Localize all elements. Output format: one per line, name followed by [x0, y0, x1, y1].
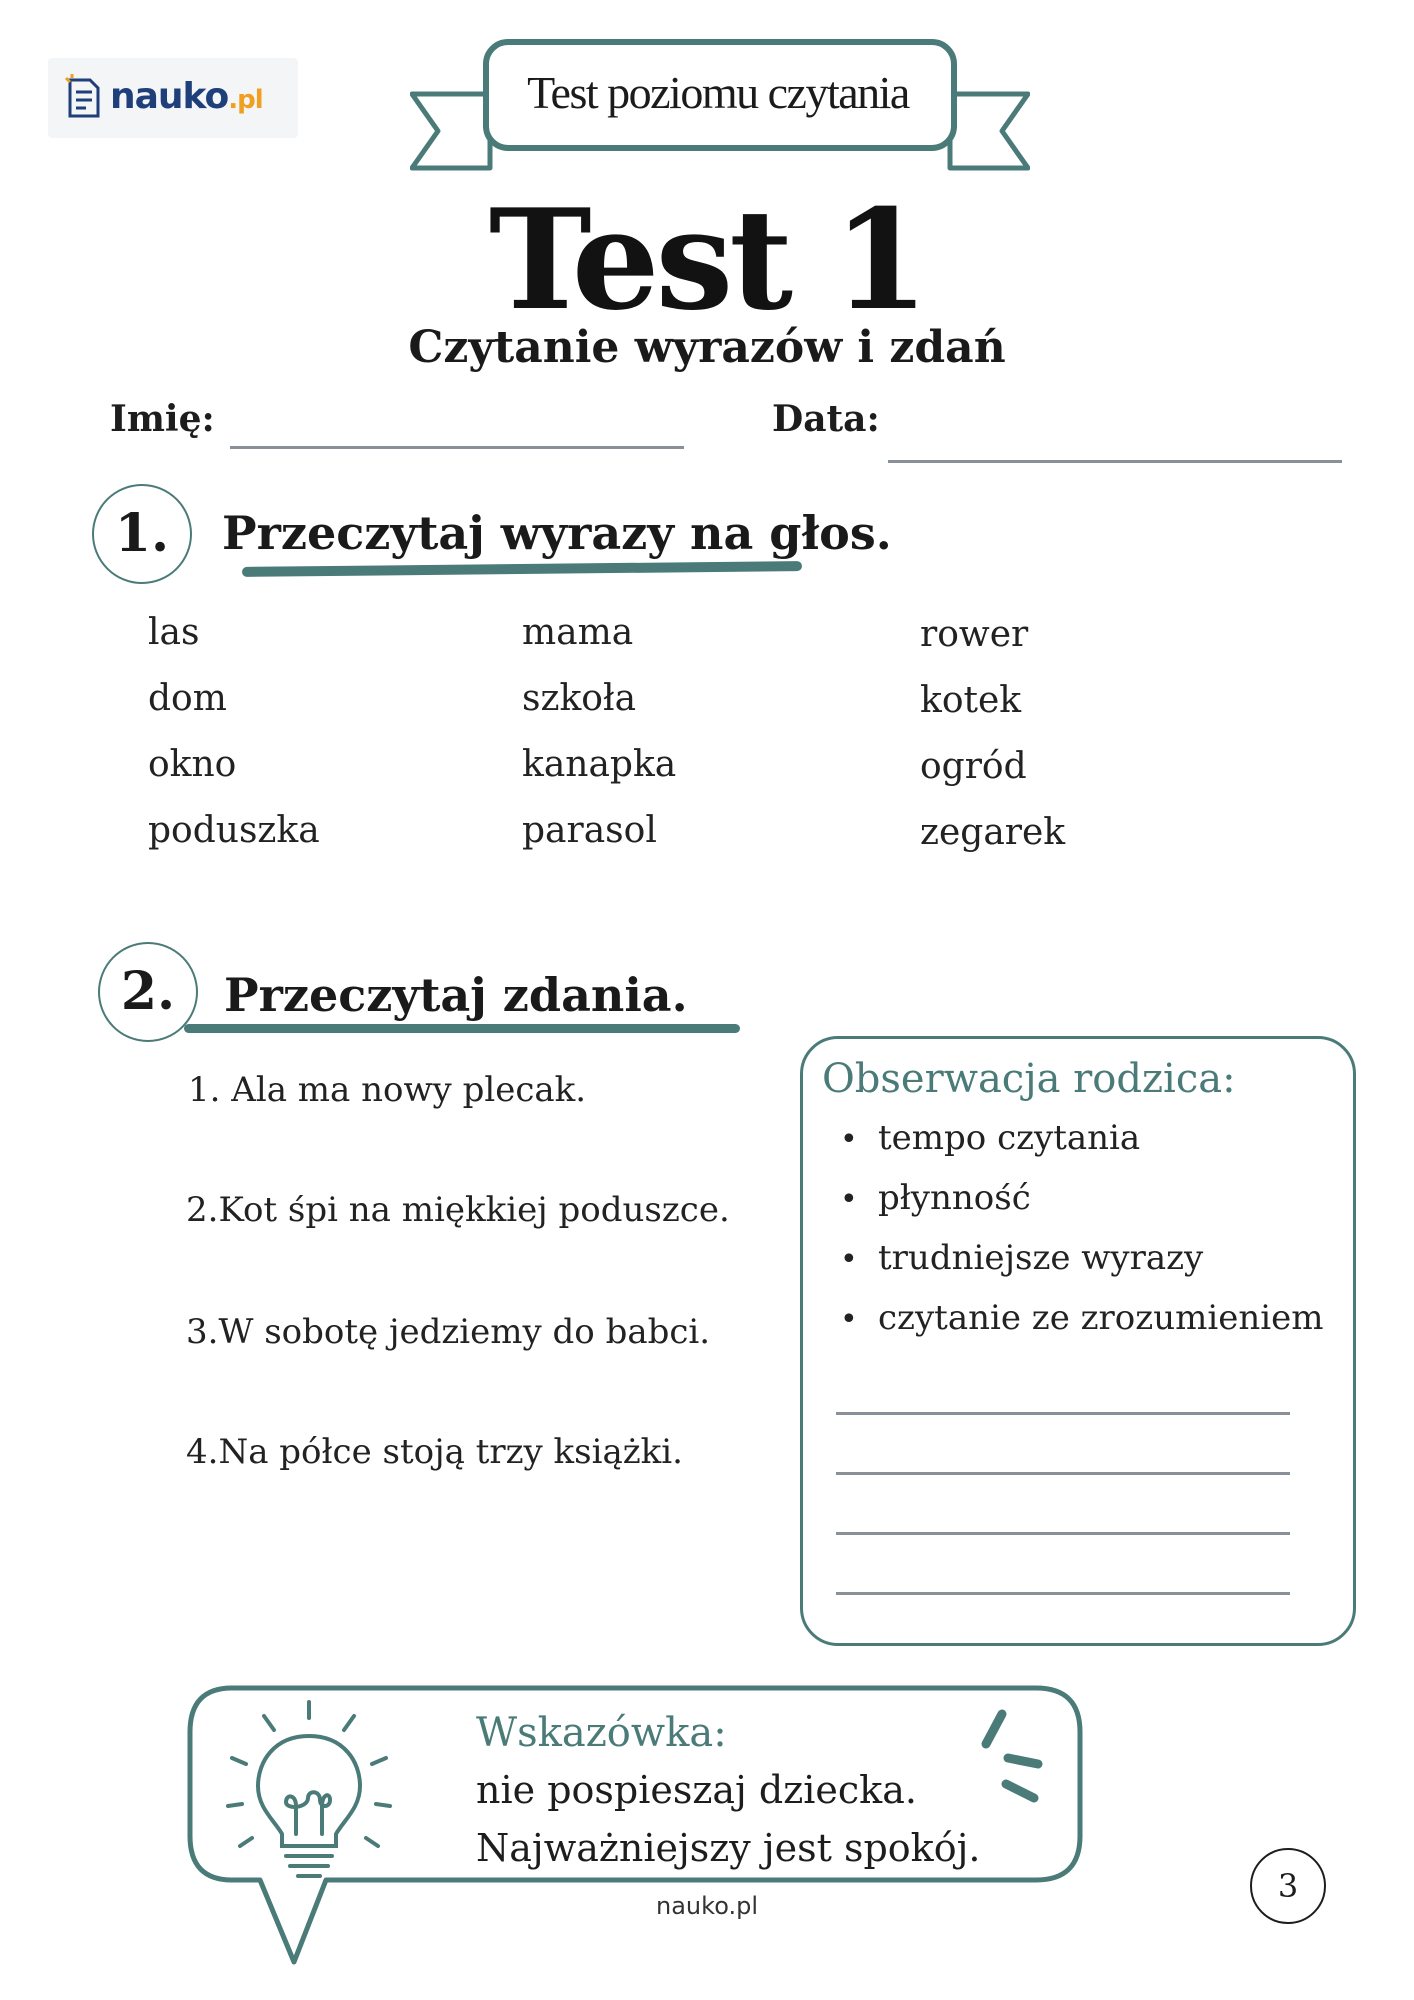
observation-item: • trudniejsze wyrazy [840, 1238, 1204, 1278]
notes-line[interactable] [836, 1532, 1290, 1535]
footer-site: nauko.pl [656, 1892, 758, 1920]
logo [48, 58, 298, 138]
section-1-heading: Przeczytaj wyrazy na głos. [222, 506, 892, 560]
section-2-heading: Przeczytaj zdania. [224, 968, 688, 1022]
word-item: ogród [920, 746, 1027, 787]
observation-item: • czytanie ze zrozumieniem [840, 1298, 1324, 1338]
word-item: kanapka [522, 744, 677, 785]
page-title: Test 1 [488, 178, 926, 341]
tip-title: Wskazówka: [476, 1710, 727, 1756]
name-field[interactable] [230, 446, 684, 449]
word-item: szkoła [522, 678, 637, 719]
notes-line[interactable] [836, 1592, 1290, 1595]
notes-line[interactable] [836, 1472, 1290, 1475]
observation-item: • płynność [840, 1178, 1031, 1218]
observation-title: Obserwacja rodzica: [822, 1056, 1236, 1102]
heading-underline-brush [184, 1024, 740, 1033]
tip-text-line: nie pospieszaj dziecka. [476, 1768, 917, 1812]
tip-text-line: Najważniejszy jest spokój. [476, 1826, 981, 1870]
section-1-number: 1. [92, 484, 192, 584]
word-item: parasol [522, 810, 657, 851]
logo-text: nauko.pl [110, 76, 263, 117]
page-subtitle: Czytanie wyrazów i zdań [408, 322, 1006, 373]
word-item: kotek [920, 680, 1022, 721]
bullet-icon: • [840, 1122, 858, 1157]
word-item: las [148, 612, 200, 653]
word-item: okno [148, 744, 237, 785]
word-item: zegarek [920, 812, 1066, 853]
lightbulb-icon [224, 1696, 394, 1896]
banner-title: Test poziomu czytania [527, 67, 909, 118]
book-document-icon [64, 74, 104, 124]
notes-line[interactable] [836, 1412, 1290, 1415]
bullet-icon: • [840, 1242, 858, 1277]
word-item: poduszka [148, 810, 320, 851]
bullet-icon: • [840, 1302, 858, 1337]
word-item: mama [522, 612, 634, 653]
word-item: rower [920, 614, 1029, 655]
name-label: Imię: [110, 398, 215, 440]
sentence-item: 3.W sobotę jedziemy do babci. [186, 1312, 711, 1352]
sentence-item: 4.Na półce stoją trzy książki. [186, 1432, 683, 1472]
sentence-item: 2.Kot śpi na miękkiej poduszce. [186, 1190, 730, 1230]
heading-underline-brush [242, 561, 802, 577]
observation-item: • tempo czytania [840, 1118, 1141, 1158]
page-number: 3 [1250, 1848, 1326, 1924]
word-item: dom [148, 678, 227, 719]
date-label: Data: [772, 398, 880, 440]
date-field[interactable] [888, 460, 1342, 463]
bullet-icon: • [840, 1182, 858, 1217]
sentence-item: 1. Ala ma nowy plecak. [188, 1070, 587, 1110]
section-2-number: 2. [98, 942, 198, 1042]
